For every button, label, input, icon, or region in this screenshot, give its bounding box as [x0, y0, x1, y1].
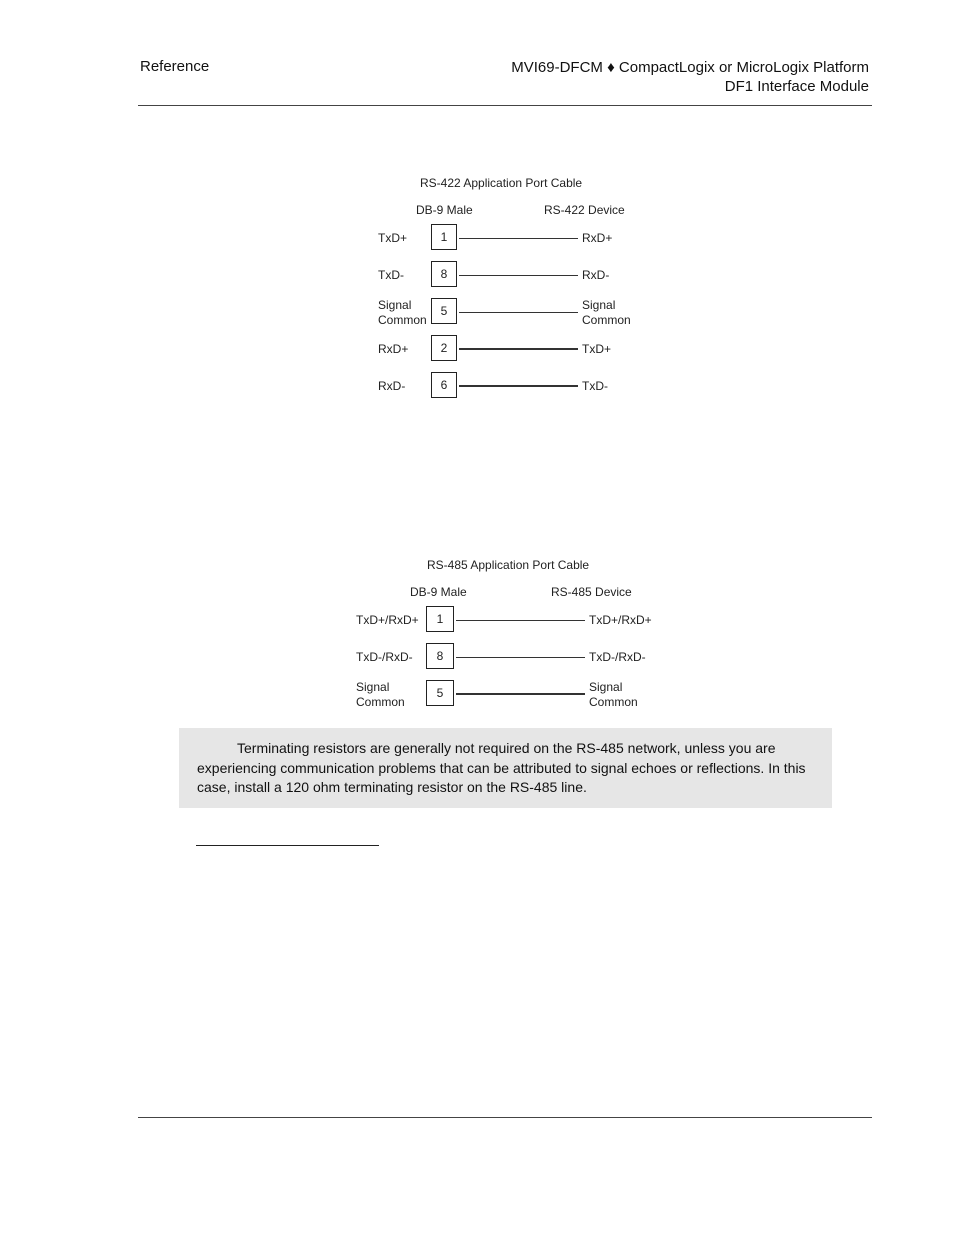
- rs485-right-label: Signal: [589, 680, 623, 694]
- rs422-pin: 2: [431, 335, 457, 361]
- rs422-left-label: RxD-: [378, 379, 406, 393]
- rs485-left-label: TxD+/RxD+: [356, 613, 419, 627]
- rs422-right-label: RxD+: [582, 231, 613, 245]
- rs422-pin: 6: [431, 372, 457, 398]
- rs485-left-label: Signal: [356, 680, 390, 694]
- rs485-left-label: TxD-/RxD-: [356, 650, 413, 664]
- rs422-left-heading: DB-9 Male: [416, 203, 473, 217]
- rs485-pin: 5: [426, 680, 454, 706]
- rs485-right-label: TxD+/RxD+: [589, 613, 652, 627]
- rs422-right-label: Common: [582, 313, 631, 327]
- terminating-resistor-note: [179, 728, 832, 808]
- rs485-wire: [456, 693, 585, 695]
- rs485-right-heading: RS-485 Device: [551, 585, 632, 599]
- rs422-left-label: RxD+: [378, 342, 409, 356]
- rs422-left-label: TxD-: [378, 268, 404, 282]
- rs422-pin: 8: [431, 261, 457, 287]
- header-title-line1: MVI69-DFCM ♦ CompactLogix or MicroLogix Platform: [511, 59, 869, 76]
- rs485-right-label: Common: [589, 695, 638, 709]
- rs422-left-label: TxD+: [378, 231, 408, 245]
- note-text: Terminating resistors are generally not required on the RS-485 network, unless you are experiencing communication problems that can be attributed to signal echoes or reflections. In this case, install a 120 ohm terminating resistor on the RS-485 line.: [197, 740, 806, 795]
- rs422-left-label: Common: [378, 313, 427, 327]
- rs422-right-label: RxD-: [582, 268, 610, 282]
- rs485-wire: [456, 620, 585, 621]
- rs485-pin: 1: [426, 606, 454, 632]
- footnote-separator: [196, 845, 379, 846]
- rs422-left-label: Signal: [378, 298, 412, 312]
- header-section-label: Reference: [140, 58, 210, 75]
- rs485-pin: 8: [426, 643, 454, 669]
- rs422-right-label: TxD+: [582, 342, 612, 356]
- rs422-pin: 5: [431, 298, 457, 324]
- header-title-line2: DF1 Interface Module: [724, 78, 869, 95]
- rs485-left-label: Common: [356, 695, 405, 709]
- rs422-right-label: TxD-: [582, 379, 608, 393]
- footer-rule: [138, 1117, 872, 1118]
- rs485-right-label: TxD-/RxD-: [589, 650, 646, 664]
- rs422-title: RS-422 Application Port Cable: [420, 176, 583, 190]
- rs485-title: RS-485 Application Port Cable: [427, 558, 590, 572]
- rs485-wire: [456, 657, 585, 658]
- rs485-left-heading: DB-9 Male: [410, 585, 467, 599]
- rs422-right-label: Signal: [582, 298, 616, 312]
- rs422-pin: 1: [431, 224, 457, 250]
- rs422-right-heading: RS-422 Device: [544, 203, 625, 217]
